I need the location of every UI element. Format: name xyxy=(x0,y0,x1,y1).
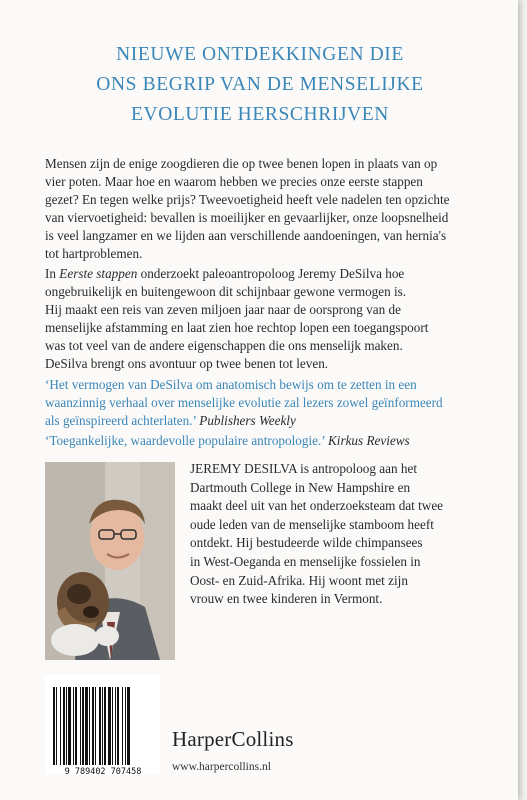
barcode-bar xyxy=(56,687,57,765)
barcode-bar xyxy=(125,687,126,765)
book-title: Eerste stappen xyxy=(59,266,138,281)
barcode-bars xyxy=(53,687,153,765)
text-fragment: als geïnspireerd achterlaten.’ xyxy=(45,413,196,428)
barcode-bar xyxy=(68,687,71,765)
barcode-bar xyxy=(92,687,94,765)
text-line xyxy=(45,265,475,283)
isbn-number: 9 789402 707458 xyxy=(64,767,142,777)
bio-line: Dartmouth College in New Hampshire en xyxy=(190,479,411,495)
text-line: DeSilva brengt ons avontuur op twee benen tot leven. xyxy=(45,356,329,371)
barcode-bar xyxy=(80,687,81,765)
author-portrait-illustration xyxy=(45,462,175,660)
quote-source: Publishers Weekly xyxy=(199,413,296,428)
headline-line: EVOLUTIE HERSCHRIJVEN xyxy=(131,104,389,125)
barcode-bar xyxy=(89,687,90,765)
text-fragment: onderzoekt paleoantropoloog Jeremy DeSilva hoe xyxy=(137,266,405,281)
bio-line: vrouw en twee kinderen in Vermont. xyxy=(190,591,383,607)
intro-paragraph xyxy=(45,155,475,263)
barcode-bar xyxy=(115,687,116,765)
publisher-logo: HarperCollins xyxy=(172,727,294,751)
barcode xyxy=(45,675,160,775)
barcode-bar xyxy=(53,687,55,765)
barcode-bar xyxy=(102,687,103,765)
text-line: tot hartproblemen. xyxy=(45,246,143,261)
text-line: Hij maakt een reis van zeven miljoen jaar naar de oorsprong van de xyxy=(45,302,401,317)
headline-line: NIEUWE ONTDEKKINGEN DIE xyxy=(116,44,404,65)
barcode-bar xyxy=(85,687,88,765)
quote-line xyxy=(45,412,475,430)
publisher-website: www.harpercollins.nl xyxy=(172,761,271,773)
barcode-bar xyxy=(66,687,67,765)
barcode-bar xyxy=(82,687,84,765)
headline xyxy=(30,40,490,130)
author-bio xyxy=(190,460,490,609)
barcode-bar xyxy=(127,687,130,765)
barcode-bar xyxy=(104,687,106,765)
barcode-bar xyxy=(73,687,74,765)
barcode-bar xyxy=(117,687,119,765)
barcode-bar xyxy=(108,687,111,765)
bio-line: in West-Oeganda en menselijke fossielen in xyxy=(190,553,421,569)
headline-line: ONS BEGRIP VAN DE MENSELIJKE xyxy=(96,74,424,95)
summary-paragraph xyxy=(45,265,475,373)
text-fragment: In xyxy=(45,266,60,281)
barcode-bar xyxy=(112,687,113,765)
author-photo xyxy=(45,462,175,660)
bio-line: ontdekt. Hij bestudeerde wilde chimpansees xyxy=(190,535,423,551)
barcode-bar xyxy=(75,687,77,765)
text-line: ongebruikelijk en buitengewoon dit schijnbaar gewone vermogen is. xyxy=(45,284,407,299)
text-line: was tot veel van de andere eigenschappen die ons menselijk maken. xyxy=(45,338,403,353)
bio-line: maakt deel uit van het onderzoeksteam dat twee xyxy=(190,498,444,514)
bio-line: oude leden van de menselijke stamboom heeft xyxy=(190,516,434,532)
barcode-bar xyxy=(99,687,101,765)
text-line: is veel langzamer en we lijden aan verschillende aandoeningen, van hernia's xyxy=(45,228,447,243)
text-fragment: ‘Toegankelijke, waardevolle populaire antropologie.’ xyxy=(45,433,325,448)
quote-source: Kirkus Reviews xyxy=(327,433,410,448)
barcode-bar xyxy=(95,687,96,765)
quote-line xyxy=(45,432,475,450)
quote-line: ‘Het vermogen van DeSilva om anatomisch bewijs om te zetten in een xyxy=(45,377,417,392)
bio-line: JEREMY DESILVA is antropoloog aan het xyxy=(190,461,417,476)
review-quote-kirkus xyxy=(45,432,475,450)
barcode-bar xyxy=(60,687,61,765)
barcode-bar xyxy=(122,687,123,765)
text-line: van viervoetigheid: bevallen is moeilijker en gevaarlijker, onze loopsnelheid xyxy=(45,210,449,225)
text-line: Mensen zijn de enige zoogdieren die op twee benen lopen in plaats van op xyxy=(45,156,438,171)
bio-line: Oost- en Zuid-Afrika. Hij woont met zijn xyxy=(190,572,408,588)
review-quote-publishers-weekly xyxy=(45,376,475,430)
text-line: gezet? En tegen welke prijs? Tweevoetigheid heeft vele nadelen ten opzichte xyxy=(45,192,450,207)
text-line: vier poten. Maar hoe en waarom hebben we precies onze eerste stappen xyxy=(45,174,423,189)
quote-line: waanzinnig verhaal over menselijke evolutie zal lezers zowel geïnformeerd xyxy=(45,395,443,410)
text-line: menselijke afstamming en laat zien hoe rechtop lopen een toegangspoort xyxy=(45,320,429,335)
barcode-bar xyxy=(63,687,65,765)
